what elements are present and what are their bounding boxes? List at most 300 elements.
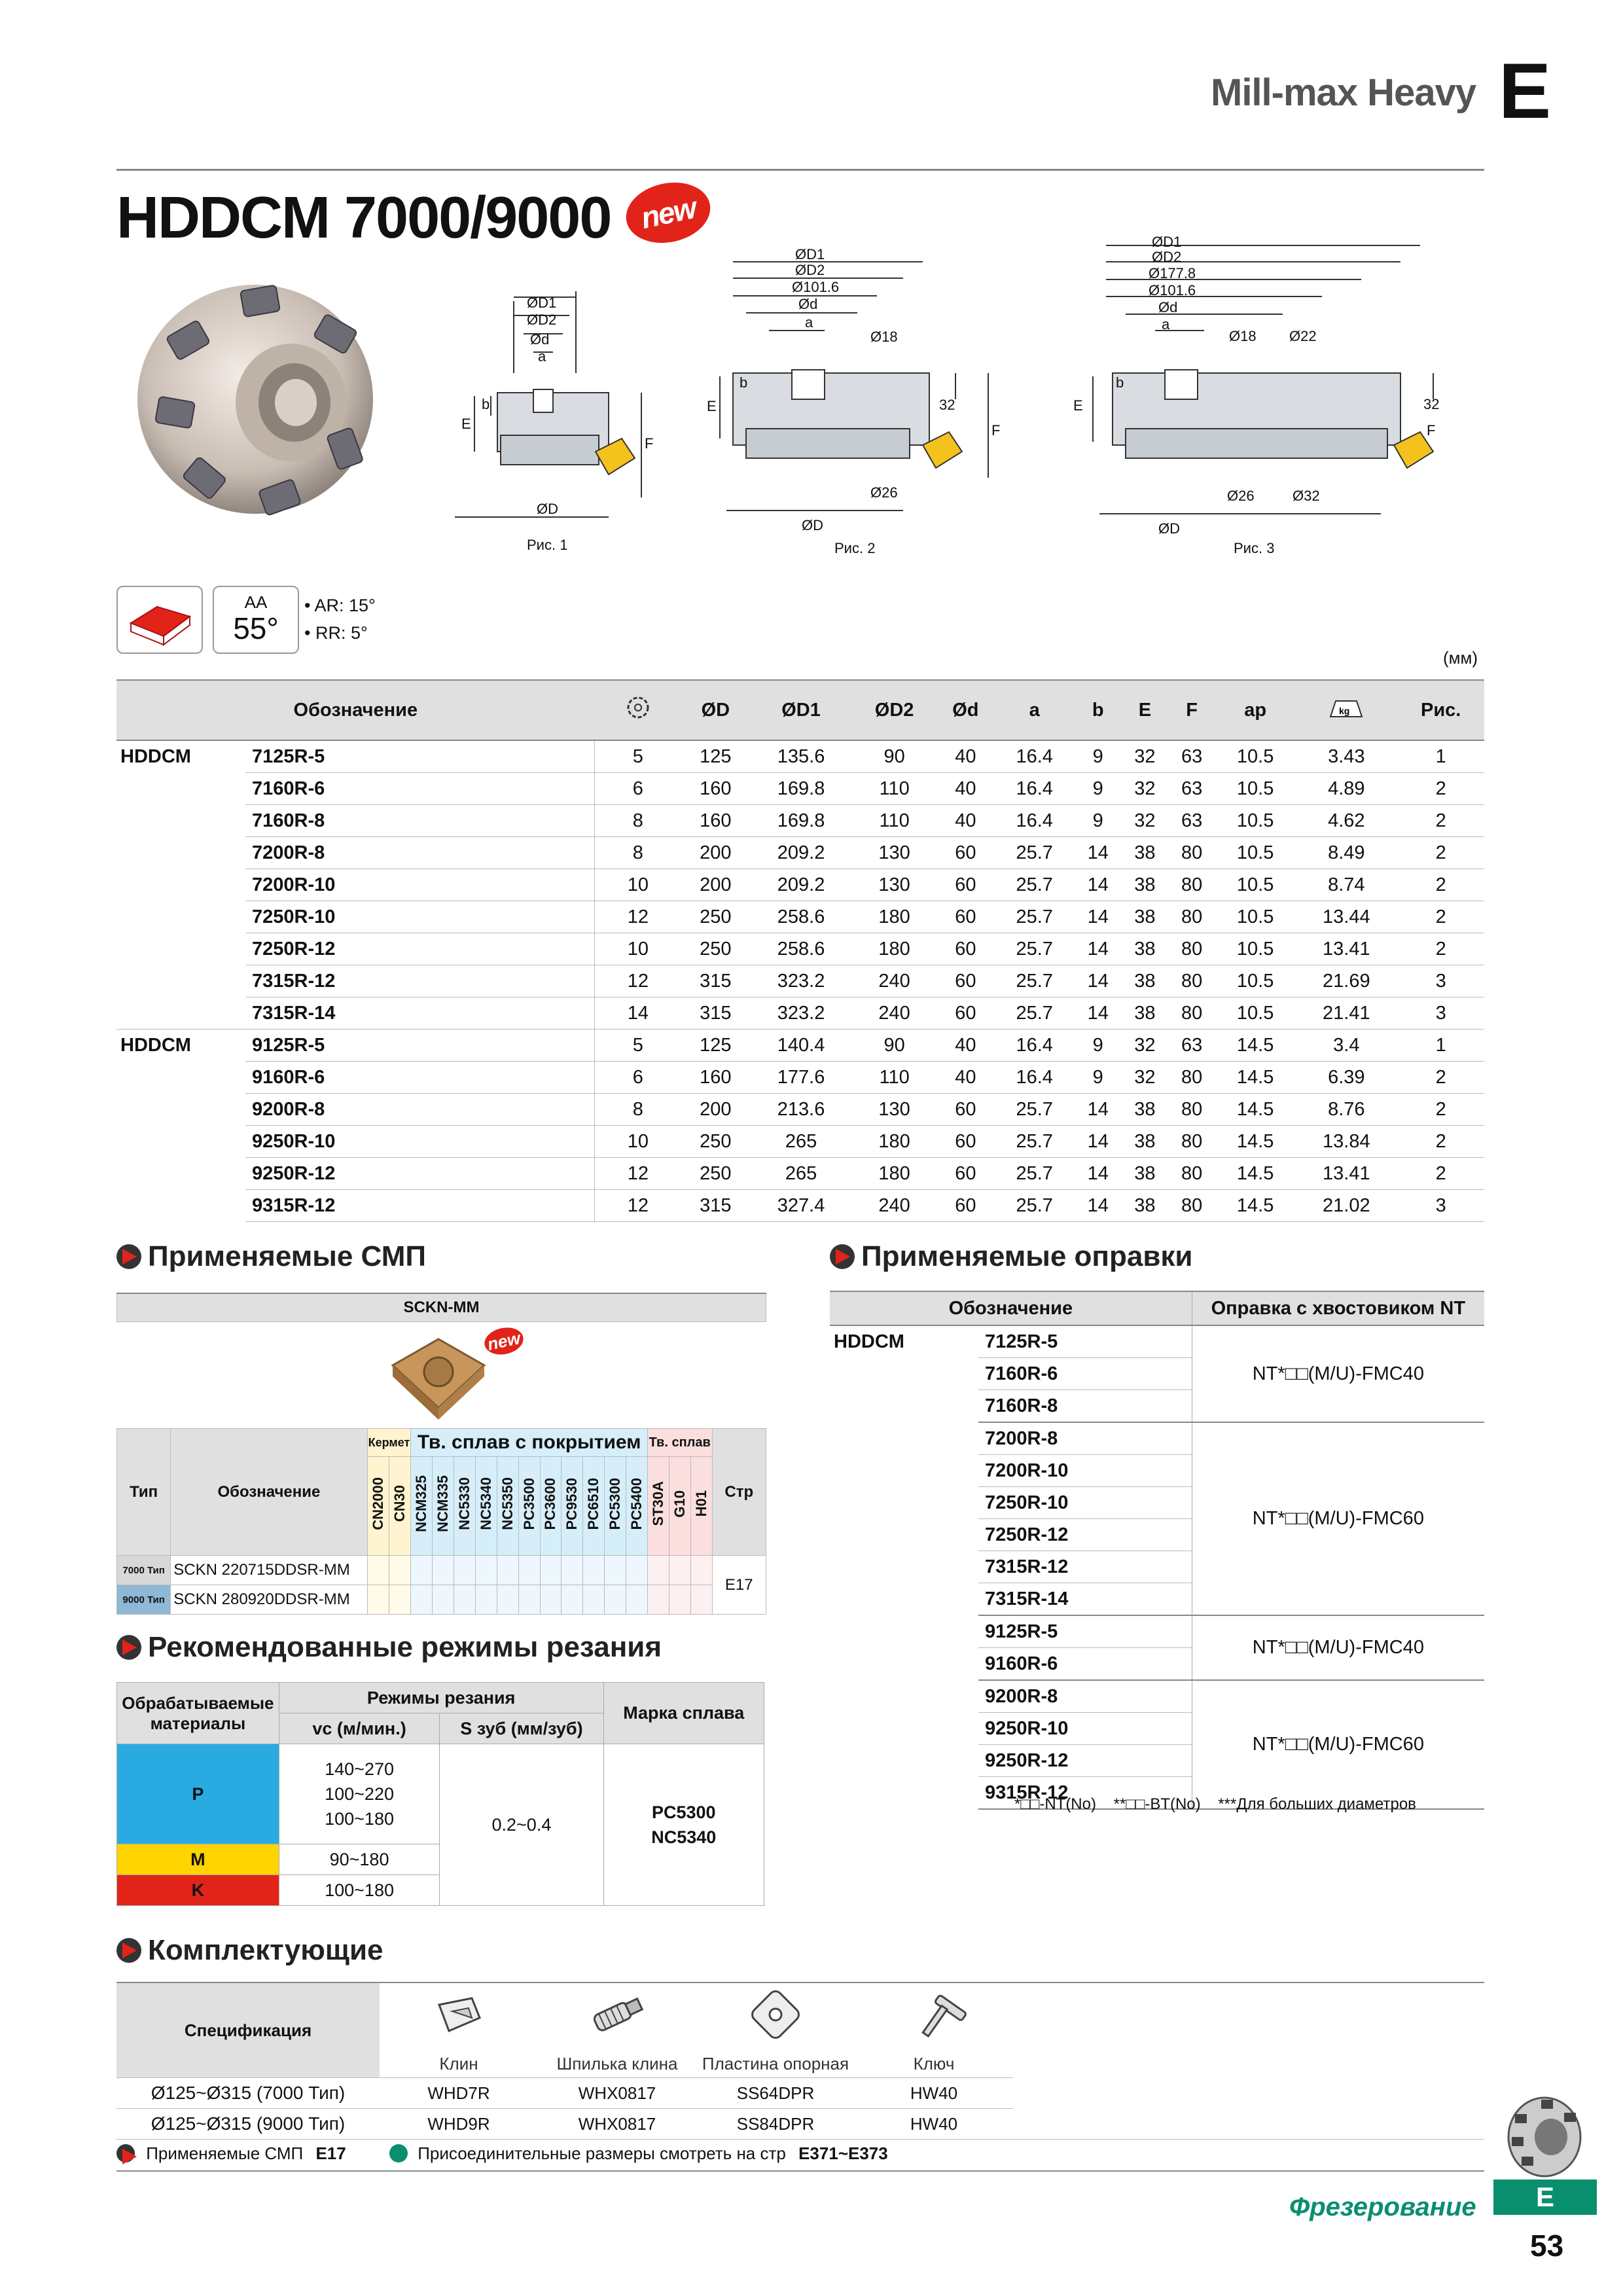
spec-body	[116, 740, 1484, 1222]
spec-cell: 2	[1397, 773, 1484, 805]
spec-cell: 14	[1075, 837, 1122, 869]
holders-code: 9200R-8	[978, 1680, 1192, 1713]
spec-cell: 3.4	[1295, 1030, 1397, 1062]
footer-cutter-icon	[1505, 2094, 1584, 2179]
ref-inserts-page: E17	[315, 2144, 346, 2163]
spec-code: 9200R-8	[245, 1094, 595, 1126]
insert-type: 9000 Тип	[117, 1585, 171, 1615]
spec-cell: 16.4	[995, 805, 1075, 837]
spec-cell: 13.84	[1295, 1126, 1397, 1158]
spec-cell: 32	[1122, 1062, 1169, 1094]
cut-col-vc: vc (м/мин.)	[279, 1713, 440, 1744]
spec-series	[116, 901, 245, 933]
spec-cell: 80	[1168, 1062, 1215, 1094]
spec-cell: 140.4	[750, 1030, 852, 1062]
fig1-b: b	[482, 396, 490, 412]
spec-cell: 25.7	[995, 869, 1075, 901]
spec-cell: 135.6	[750, 740, 852, 773]
spec-series	[116, 1062, 245, 1094]
insert-type: 7000 Тип	[117, 1556, 171, 1585]
acc-value: SS84DPR	[696, 2109, 855, 2140]
cut-col-s: S зуб (мм/зуб)	[440, 1713, 603, 1744]
spec-cell: 1	[1397, 740, 1484, 773]
spec-code: 9125R-5	[245, 1030, 595, 1062]
spec-cell: 10.5	[1215, 933, 1295, 965]
grade-cell	[669, 1585, 690, 1615]
spec-cell: 21.69	[1295, 965, 1397, 997]
grade-cell	[518, 1556, 540, 1585]
spec-header-row	[116, 680, 1484, 740]
spec-cell: 32	[1122, 740, 1169, 773]
inserts-heading	[116, 1240, 426, 1273]
spec-col-teeth	[595, 680, 681, 740]
grade-header	[389, 1457, 410, 1556]
insert-row	[117, 1556, 766, 1585]
holders-arbor: NT*□□(M/U)-FMC60	[1192, 1680, 1484, 1809]
spec-cell: 209.2	[750, 869, 852, 901]
fig3-d32: Ø32	[1293, 488, 1320, 504]
spec-cell: 60	[936, 1094, 994, 1126]
holders-code: 9125R-5	[978, 1615, 1192, 1648]
spec-cell: 180	[852, 1126, 936, 1158]
spec-cell: 14	[1075, 997, 1122, 1030]
spec-series	[116, 805, 245, 837]
fig3-d18: Ø18	[1229, 328, 1257, 344]
acc-value: WHD7R	[380, 2078, 538, 2109]
fig3-d1: ØD1	[1152, 234, 1182, 250]
holders-code: 7160R-8	[978, 1390, 1192, 1423]
fig3-d101: Ø101.6	[1149, 282, 1196, 298]
spec-cell: 12	[595, 1190, 681, 1222]
spec-cell: 14.5	[1215, 1126, 1295, 1158]
grade-label: ST30A	[649, 1481, 666, 1526]
spec-cell: 4.89	[1295, 773, 1397, 805]
spec-cell: 250	[681, 901, 750, 933]
accessories-heading	[116, 1934, 383, 1967]
spec-cell: 60	[936, 1158, 994, 1190]
spec-cell: 125	[681, 740, 750, 773]
spec-cell: 12	[595, 965, 681, 997]
spec-cell: 10.5	[1215, 805, 1295, 837]
aa-value: 55°	[233, 611, 279, 645]
spec-code: 7315R-14	[245, 997, 595, 1030]
grade-cell	[540, 1585, 562, 1615]
spec-cell: 2	[1397, 901, 1484, 933]
spec-cell: 13.41	[1295, 1158, 1397, 1190]
grade-header	[626, 1457, 648, 1556]
fig3-e: E	[1073, 397, 1083, 414]
spec-series: HDDCM	[116, 1030, 245, 1062]
grade-header	[669, 1457, 690, 1556]
spec-col-d: ØD	[681, 680, 750, 740]
insert-name-row	[117, 1293, 766, 1322]
insert-col-type: Тип	[117, 1429, 171, 1556]
fig2-d101: Ø101.6	[792, 279, 840, 295]
acc-col-spec: Спецификация	[116, 1982, 380, 2078]
spec-cell: 32	[1122, 805, 1169, 837]
spec-cell: 38	[1122, 1190, 1169, 1222]
spec-cell: 16.4	[995, 773, 1075, 805]
acc-spec: Ø125~Ø315 (9000 Тип)	[116, 2109, 380, 2140]
spec-series	[116, 997, 245, 1030]
fig2-e: E	[707, 398, 717, 414]
spec-cell: 16.4	[995, 1062, 1075, 1094]
teeth-icon	[625, 694, 651, 721]
spec-cell: 2	[1397, 837, 1484, 869]
acc-item-key: Ключ	[855, 2050, 1013, 2078]
spec-cell: 130	[852, 1094, 936, 1126]
insert-image-row	[117, 1322, 766, 1429]
fig2-f: F	[991, 422, 1001, 439]
acc-icon-row	[116, 1982, 1484, 2050]
spec-code: 9250R-10	[245, 1126, 595, 1158]
spec-cell: 14	[1075, 1126, 1122, 1158]
grade-label: NC5350	[499, 1477, 516, 1530]
spec-cell: 110	[852, 805, 936, 837]
footer-rule	[116, 2170, 1484, 2172]
spec-row	[116, 805, 1484, 837]
spec-col-d1: ØD1	[750, 680, 852, 740]
spec-cell: 80	[1168, 997, 1215, 1030]
spec-series	[116, 1158, 245, 1190]
holders-series	[830, 1487, 978, 1519]
ref-dimensions-page: E371~E373	[798, 2144, 888, 2163]
grade-label: CN30	[391, 1485, 408, 1522]
spec-cell: 32	[1122, 1030, 1169, 1062]
spec-cell: 2	[1397, 869, 1484, 901]
ref-dimensions[interactable]	[389, 2144, 888, 2164]
grade-cell	[626, 1556, 648, 1585]
holders-body	[830, 1325, 1484, 1809]
insert-col-page: Стр	[712, 1429, 766, 1556]
holders-code: 7250R-12	[978, 1519, 1192, 1551]
spec-series	[116, 837, 245, 869]
acc-key-cell	[855, 1982, 1013, 2050]
spec-cell: 14.5	[1215, 1094, 1295, 1126]
holders-col-code: Обозначение	[830, 1291, 1192, 1325]
fig3-d: Ød	[1158, 299, 1178, 315]
fig3-b: b	[1116, 374, 1124, 391]
spec-cell: 14	[1075, 1158, 1122, 1190]
spec-cell: 14	[1075, 965, 1122, 997]
spec-cell: 130	[852, 837, 936, 869]
acc-spacer	[1013, 1982, 1484, 2140]
cutting-heading	[116, 1631, 662, 1664]
fig3-d177: Ø177.8	[1149, 265, 1196, 281]
fig1-d1: ØD1	[527, 295, 557, 311]
spec-row	[116, 1094, 1484, 1126]
grade-label: NC5330	[455, 1477, 473, 1530]
spec-cell: 60	[936, 1190, 994, 1222]
spec-cell: 80	[1168, 901, 1215, 933]
cutting-title: Рекомендованные режимы резания	[148, 1631, 662, 1663]
footer-category: Фрезерование	[1289, 2193, 1476, 2221]
spec-cell: 258.6	[750, 933, 852, 965]
insert-page-ref[interactable]: E17	[712, 1556, 766, 1615]
grade-cell	[411, 1585, 433, 1615]
cut-vc-value: 140~270	[325, 1759, 394, 1779]
holders-note: *□□-NT(No) **□□-BT(No) ***Для больших диаметров	[1014, 1795, 1416, 1813]
spec-cell: 60	[936, 965, 994, 997]
spec-cell: 80	[1168, 965, 1215, 997]
grade-cell	[647, 1556, 669, 1585]
spec-table	[116, 679, 1484, 1222]
spec-code: 7250R-12	[245, 933, 595, 965]
holders-code: 7200R-10	[978, 1455, 1192, 1487]
holders-arbor: NT*□□(M/U)-FMC40	[1192, 1615, 1484, 1680]
holders-series	[830, 1745, 978, 1777]
spec-cell: 38	[1122, 965, 1169, 997]
spec-cell: 315	[681, 997, 750, 1030]
acc-value: WHX0817	[538, 2078, 696, 2109]
grade-cell	[411, 1556, 433, 1585]
spec-row	[116, 773, 1484, 805]
grade-header	[690, 1457, 712, 1556]
spec-cell: 14	[595, 997, 681, 1030]
product-title-text: HDDCM 7000/9000	[116, 185, 611, 251]
spec-cell: 40	[936, 1030, 994, 1062]
spec-cell: 6.39	[1295, 1062, 1397, 1094]
fig2-d2: ØD2	[795, 262, 825, 278]
acc-shim-cell	[696, 1982, 855, 2050]
units-label: (мм)	[1443, 648, 1478, 668]
spec-cell: 10.5	[1215, 901, 1295, 933]
spec-col-code: Обозначение	[116, 680, 595, 740]
spec-cell: 14.5	[1215, 1190, 1295, 1222]
clamp-icon	[433, 1992, 485, 2037]
spec-code: 7200R-10	[245, 869, 595, 901]
grade-cell	[497, 1556, 518, 1585]
fig3-32: 32	[1423, 396, 1440, 412]
spec-cell: 60	[936, 837, 994, 869]
fig3-label: Рис. 3	[1234, 540, 1275, 556]
spec-cell: 14	[1075, 1094, 1122, 1126]
holders-series	[830, 1583, 978, 1616]
spec-cell: 12	[595, 1158, 681, 1190]
holders-series	[830, 1615, 978, 1648]
spec-cell: 80	[1168, 1094, 1215, 1126]
spec-cell: 14.5	[1215, 1158, 1295, 1190]
holders-arbor: NT*□□(M/U)-FMC60	[1192, 1422, 1484, 1615]
holders-header-row	[830, 1291, 1484, 1325]
spec-series	[116, 1190, 245, 1222]
spec-cell: 63	[1168, 773, 1215, 805]
insert-photo	[376, 1329, 501, 1427]
grade-cell	[690, 1556, 712, 1585]
spec-cell: 10.5	[1215, 997, 1295, 1030]
spec-cell: 10	[595, 1126, 681, 1158]
cut-feed: 0.2~0.4	[440, 1744, 603, 1906]
ref-inserts[interactable]	[116, 2144, 346, 2164]
spec-cell: 38	[1122, 933, 1169, 965]
acc-clamp-cell	[380, 1982, 538, 2050]
grade-cell	[389, 1585, 410, 1615]
holders-series: HDDCM	[834, 1331, 904, 1352]
spec-code: 7200R-8	[245, 837, 595, 869]
insert-code: SCKN 280920DDSR-MM	[171, 1585, 367, 1615]
spec-cell: 38	[1122, 997, 1169, 1030]
spec-cell: 209.2	[750, 837, 852, 869]
cut-vc-value: 100~220	[325, 1784, 394, 1804]
spec-cell: 25.7	[995, 997, 1075, 1030]
insert-name: SCKN-MM	[117, 1293, 766, 1322]
acc-spec: Ø125~Ø315 (7000 Тип)	[116, 2078, 380, 2109]
acc-screw-cell	[538, 1982, 696, 2050]
grade-label: G10	[671, 1490, 688, 1518]
grade-cell	[583, 1585, 605, 1615]
spec-code: 7125R-5	[245, 740, 595, 773]
fig2-dd: ØD	[802, 517, 823, 533]
fig1-a: a	[538, 348, 546, 365]
grade-label: PC3600	[542, 1477, 559, 1530]
holders-code: 9250R-12	[978, 1745, 1192, 1777]
shim-icon	[749, 1988, 802, 2041]
spec-cell: 110	[852, 773, 936, 805]
fig3-d26: Ø26	[1227, 488, 1255, 504]
accessories-title: Комплектующие	[148, 1934, 383, 1966]
acc-value: SS64DPR	[696, 2078, 855, 2109]
spec-cell: 315	[681, 965, 750, 997]
spec-cell: 315	[681, 1190, 750, 1222]
insert-col-code: Обозначение	[171, 1429, 367, 1556]
grade-cell	[690, 1585, 712, 1615]
spec-cell: 21.41	[1295, 997, 1397, 1030]
spec-col-d2: ØD2	[852, 680, 936, 740]
section-letter: E	[1499, 47, 1552, 135]
grade-label: PC9530	[563, 1477, 580, 1530]
spec-cell: 2	[1397, 1062, 1484, 1094]
spec-cell: 80	[1168, 933, 1215, 965]
holders-series	[830, 1777, 978, 1810]
cut-material-p: P	[117, 1744, 279, 1844]
spec-cell: 80	[1168, 1190, 1215, 1222]
holders-code: 7250R-10	[978, 1487, 1192, 1519]
holders-col-holder: Оправка с хвостовиком NT	[1192, 1291, 1484, 1325]
spec-cell: 14	[1075, 933, 1122, 965]
cut-col-grade: Марка сплава	[603, 1683, 764, 1744]
grade-header	[454, 1457, 476, 1556]
weight-icon	[1328, 694, 1364, 721]
spec-row	[116, 933, 1484, 965]
spec-series: HDDCM	[120, 745, 191, 767]
spec-cell: 180	[852, 901, 936, 933]
fig1-e: E	[461, 416, 471, 432]
holders-series	[830, 1648, 978, 1681]
spec-cell: 327.4	[750, 1190, 852, 1222]
cutting-table	[116, 1682, 764, 1906]
acc-item-shim: Пластина опорная	[696, 2050, 855, 2078]
spec-cell: 10	[595, 933, 681, 965]
spec-cell: 25.7	[995, 965, 1075, 997]
grade-cell	[454, 1585, 476, 1615]
grade-label: PC6510	[585, 1477, 602, 1530]
spec-cell: 3	[1397, 997, 1484, 1030]
spec-cell: 32	[1122, 773, 1169, 805]
spec-cell: 2	[1397, 805, 1484, 837]
grade-label: CN2000	[369, 1477, 386, 1530]
spec-cell: 8.76	[1295, 1094, 1397, 1126]
grade-header	[475, 1457, 497, 1556]
spec-cell: 9	[1075, 740, 1122, 773]
holders-code: 7160R-6	[978, 1358, 1192, 1390]
cut-vc-value: 100~180	[325, 1809, 394, 1829]
grade-header	[411, 1457, 433, 1556]
spec-cell: 8.49	[1295, 837, 1397, 869]
spec-cell: 2	[1397, 1126, 1484, 1158]
fig2-a: a	[805, 314, 813, 331]
cut-material-k: K	[117, 1875, 279, 1906]
cut-grades	[603, 1744, 764, 1906]
spec-cell: 323.2	[750, 997, 852, 1030]
cut-col-material: Обрабатываемые материалы	[117, 1683, 279, 1744]
spec-cell: 5	[595, 1030, 681, 1062]
figure-3	[1054, 232, 1466, 560]
spec-cell: 25.7	[995, 901, 1075, 933]
grade-cell	[626, 1585, 648, 1615]
spec-cell: 240	[852, 965, 936, 997]
figure-2	[707, 242, 1014, 556]
grade-label: H01	[692, 1490, 709, 1517]
spec-cell: 13.41	[1295, 933, 1397, 965]
page-number: 53	[1530, 2229, 1564, 2263]
spec-cell: 240	[852, 1190, 936, 1222]
grade-header	[497, 1457, 518, 1556]
acc-item-screw: Шпилька клина	[538, 2050, 696, 2078]
spec-cell: 130	[852, 869, 936, 901]
spec-cell: 180	[852, 1158, 936, 1190]
holders-series	[830, 1358, 978, 1390]
spec-cell: 38	[1122, 1126, 1169, 1158]
spec-col-b: b	[1075, 680, 1122, 740]
holders-code: 7315R-14	[978, 1583, 1192, 1616]
fig2-32: 32	[939, 397, 955, 413]
grade-cell	[562, 1556, 583, 1585]
spec-cell: 63	[1168, 805, 1215, 837]
grp-cermet: Кермет	[367, 1429, 411, 1457]
cutting-header-row	[117, 1683, 764, 1713]
spec-cell: 8	[595, 805, 681, 837]
grade-cell	[518, 1585, 540, 1615]
cut-grade-value: NC5340	[651, 1827, 717, 1847]
spec-cell: 14.5	[1215, 1030, 1295, 1062]
spec-cell: 169.8	[750, 805, 852, 837]
bullet-icon	[116, 1244, 141, 1269]
grade-header	[562, 1457, 583, 1556]
grade-cell	[367, 1556, 389, 1585]
spec-cell: 63	[1168, 740, 1215, 773]
green-bullet-icon	[389, 2144, 408, 2162]
cut-vc-m: 90~180	[279, 1844, 440, 1875]
grade-label: NCM325	[413, 1475, 430, 1532]
acc-value: HW40	[855, 2109, 1013, 2140]
spec-code: 9250R-12	[245, 1158, 595, 1190]
holders-series	[830, 1713, 978, 1745]
holders-code: 7315R-12	[978, 1551, 1192, 1583]
grade-cell	[647, 1585, 669, 1615]
cut-row-p	[117, 1744, 764, 1844]
spec-cell: 6	[595, 1062, 681, 1094]
spec-row	[116, 869, 1484, 901]
angle-rr: • RR: 5°	[304, 623, 368, 643]
spec-cell: 160	[681, 805, 750, 837]
fig2-label: Рис. 2	[834, 540, 876, 556]
spec-series	[116, 1126, 245, 1158]
holders-code: 7200R-8	[978, 1422, 1192, 1455]
spec-cell: 8.74	[1295, 869, 1397, 901]
spec-cell: 2	[1397, 1094, 1484, 1126]
spec-code: 7160R-6	[245, 773, 595, 805]
spec-row	[116, 965, 1484, 997]
